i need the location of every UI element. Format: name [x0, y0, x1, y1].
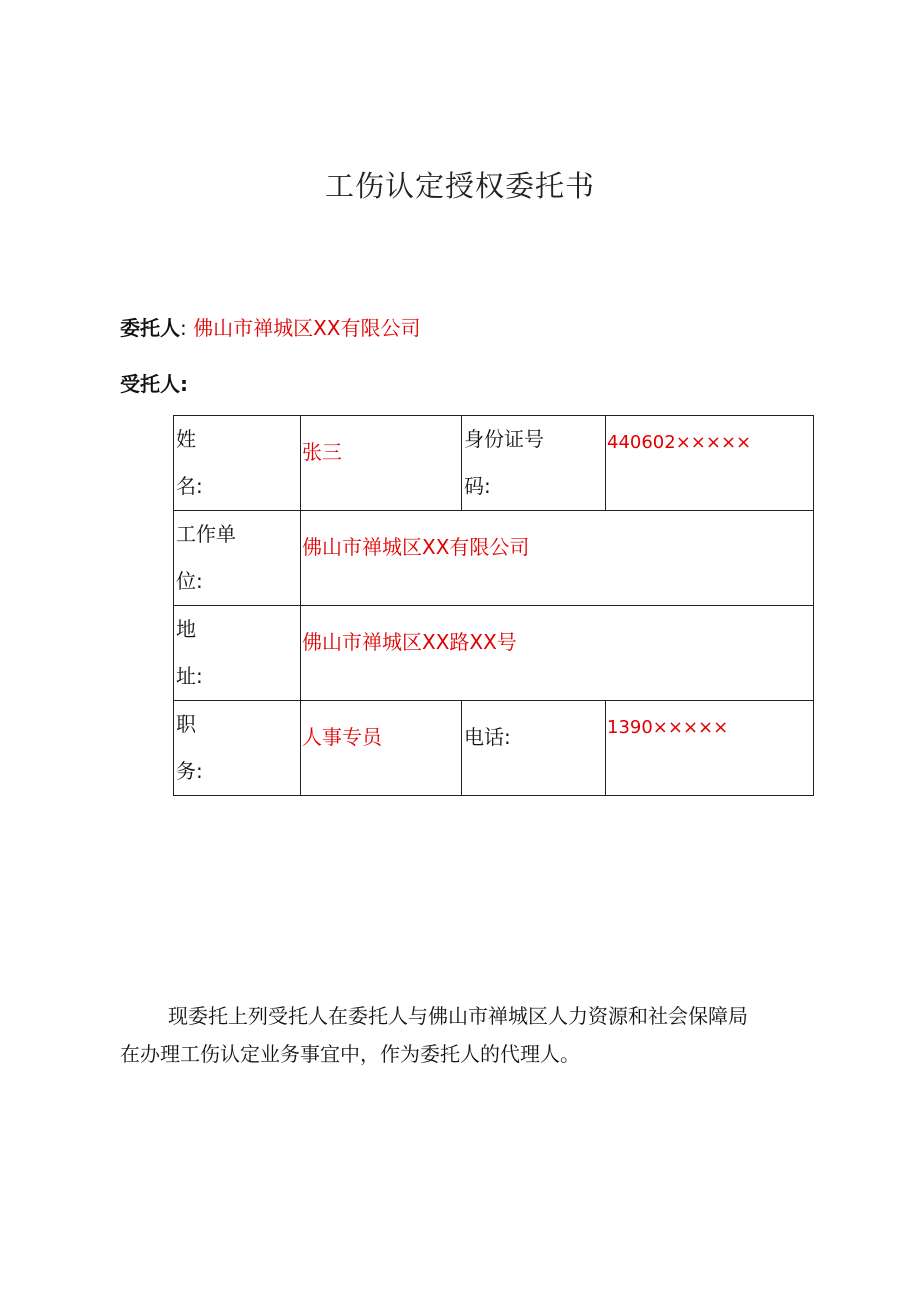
phone-label: 电话: — [464, 725, 511, 749]
name-value-cell — [301, 416, 462, 511]
position-value-cell — [301, 701, 462, 796]
id-value: 440602××××× — [607, 432, 752, 453]
employer-label-cell — [174, 511, 301, 606]
position-value: 人事专员 — [302, 725, 382, 749]
phone-label-cell — [462, 701, 606, 796]
table-row — [174, 511, 814, 606]
phone-value-cell — [606, 701, 814, 796]
statement-line-1: 现委托上列受托人在委托人与佛山市禅城区人力资源和社会保障局 — [168, 1004, 748, 1028]
table-row — [174, 606, 814, 701]
address-value-cell — [301, 606, 814, 701]
principal-value: 佛山市禅城区XX有限公司 — [193, 316, 421, 340]
agent-line — [120, 370, 188, 398]
employer-label: 工作单位: — [176, 522, 236, 593]
authorization-statement — [120, 997, 810, 1073]
address-value: 佛山市禅城区XX路XX号 — [302, 630, 517, 654]
agent-label: 受托人: — [120, 372, 188, 396]
employer-value: 佛山市禅城区XX有限公司 — [302, 535, 530, 559]
position-label-cell — [174, 701, 301, 796]
employer-value-cell — [301, 511, 814, 606]
address-label: 地址: — [176, 617, 203, 688]
table-row — [174, 416, 814, 511]
name-label-cell — [174, 416, 301, 511]
document-title: 工伤认定授权委托书 — [324, 169, 595, 203]
id-value-cell — [606, 416, 814, 511]
id-label-cell — [462, 416, 606, 511]
table-row — [174, 701, 814, 796]
principal-label: 委托人 — [120, 316, 180, 340]
position-label: 职务: — [176, 712, 203, 783]
statement-line-2: 在办理工伤认定业务事宜中，作为委托人的代理人。 — [120, 1042, 580, 1066]
id-label: 身份证号码: — [464, 427, 544, 498]
principal-colon: : — [180, 316, 187, 340]
address-label-cell — [174, 606, 301, 701]
agent-info-table — [173, 415, 814, 796]
phone-value: 1390××××× — [607, 717, 729, 738]
name-value: 张三 — [302, 440, 342, 464]
name-label: 姓名: — [176, 427, 203, 498]
principal-line — [120, 314, 421, 342]
